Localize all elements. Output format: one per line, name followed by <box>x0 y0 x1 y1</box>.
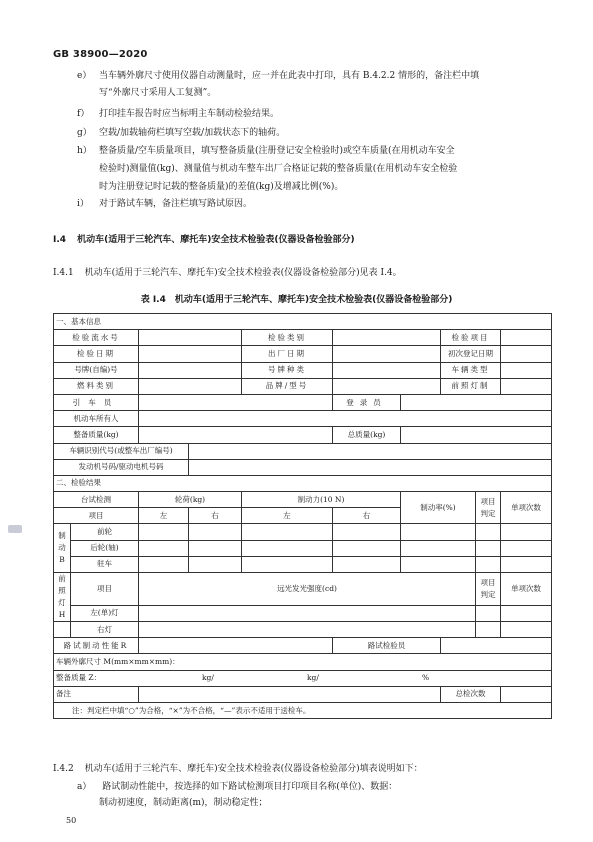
cell-rear-force-right <box>333 540 401 556</box>
value-remark <box>139 686 441 702</box>
value-inspection-type <box>333 330 441 346</box>
cell-park-load-left <box>139 556 189 572</box>
value-plate-no <box>139 362 242 378</box>
label-load-right: 右 <box>189 508 242 524</box>
label-load-left: 左 <box>139 508 189 524</box>
cell-left-light-judge <box>476 605 501 621</box>
note-g-line-1: 空载/加载轴荷栏填写空载/加载状态下的轴荷。 <box>99 128 286 138</box>
cell-front-load-left <box>139 524 189 540</box>
label-axle-load: 轮荷(kg) <box>139 492 242 508</box>
label-first-reg-date: 初次登记日期 <box>441 346 501 362</box>
note-g-mark: g） <box>77 128 92 138</box>
note-e-line-2: 写“外廓尺寸采用人工复测”。 <box>99 88 217 98</box>
value-owner <box>139 411 552 427</box>
label-force-left: 左 <box>242 508 333 524</box>
value-fuel-type <box>139 378 242 394</box>
cell-front-load-right <box>189 524 242 540</box>
table-note-text: 判定栏中填“○”为合格，“×”为不合格，“—”表示不适用于送检车。 <box>87 705 311 715</box>
label-rear-wheel: 后轮(轴) <box>71 540 139 556</box>
value-headlight-system <box>501 378 552 394</box>
cell-rear-count <box>501 540 552 556</box>
inspection-table <box>53 313 552 719</box>
label-light-count: 单项次数 <box>501 573 552 606</box>
label-factory-date: 出厂日期 <box>242 346 333 362</box>
label-remark: 备注 <box>54 686 139 702</box>
table-note-prefix: 注： <box>72 705 87 715</box>
value-road-inspector <box>441 638 552 654</box>
section-title: 机动车(适用于三轮汽车、摩托车)安全技术检验表(仪器设备检验部分) <box>77 235 355 245</box>
note-i <box>77 196 557 212</box>
table-note <box>54 702 552 718</box>
cell-rear-force-left <box>242 540 333 556</box>
note-e-line-1: 当车辆外廓尺寸使用仪器自动测量时，应一并在此表中打印，具有 B.4.2.2 情形的，备注栏中填 <box>99 71 480 81</box>
label-high-beam: 远光发光强度(cd) <box>139 573 476 606</box>
cell-rear-load-left <box>139 540 189 556</box>
cell-right-light-judge <box>476 622 501 638</box>
label-item-judge: 项目判定 <box>476 492 501 524</box>
cell-park-load-right <box>189 556 242 572</box>
note-h-mark: h） <box>77 146 92 156</box>
note-h-line-3: 时为注册登记时记载的整备质量)的差值(kg)及增减比例(%)。 <box>99 182 344 192</box>
label-left-light: 左(单)灯 <box>71 605 139 621</box>
cell-front-force-right <box>333 524 401 540</box>
label-light-judge: 项目判定 <box>476 573 501 606</box>
value-factory-date <box>333 346 441 362</box>
value-total-mass <box>401 427 552 443</box>
label-fuel-type: 燃料类别 <box>54 378 139 394</box>
value-first-reg-date <box>501 346 552 362</box>
note-h-line-2: 检验时)测量值(kg)、测量值与机动车整车出厂合格证记载的整备质量(在用机动车安全检验 <box>99 164 458 174</box>
value-inspection-item <box>501 330 552 346</box>
label-inspection-type: 检验类别 <box>242 330 333 346</box>
note-e <box>77 68 557 100</box>
value-driver <box>139 394 333 410</box>
cell-front-count <box>501 524 552 540</box>
label-plate-type: 号牌种类 <box>242 362 333 378</box>
label-vin: 车辆识别代号(或整车出厂编号) <box>54 443 189 459</box>
label-brake-force: 制动力(10 N) <box>242 492 401 508</box>
note-g <box>77 125 557 141</box>
label-total-mass: 总质量(kg) <box>333 427 401 443</box>
cell-rear-rate <box>401 540 476 556</box>
label-curb-weight: 整备质量(kg) <box>54 427 139 443</box>
sub-a-line-2: 制动初速度，制动距离(m)，制动稳定性； <box>99 798 268 808</box>
value-recorder <box>401 394 552 410</box>
cell-park-rate <box>401 556 476 572</box>
label-retest-count: 单项次数 <box>501 492 552 524</box>
value-serial-no <box>139 330 242 346</box>
label-total-count: 总检次数 <box>441 686 501 702</box>
value-brand-model <box>333 378 441 394</box>
para-i42 <box>53 761 423 774</box>
para-i41-number: I.4.1 <box>53 268 74 278</box>
label-dimensions: 车辆外廓尺寸 M(mm×mm×mm)： <box>54 654 552 670</box>
label-owner: 机动车所有人 <box>54 411 139 427</box>
label-brake-group: 制动B <box>54 524 71 573</box>
cell-right-light-count <box>501 622 552 638</box>
unit-percent: % <box>422 673 430 683</box>
label-parking: 驻车 <box>71 556 139 572</box>
note-f-line-1: 打印挂车报告时应当标明主车制动检验结果。 <box>99 109 280 119</box>
standard-code-header: GB 38900—2020 <box>53 49 148 60</box>
note-h-line-1: 整备质量/空车质量项目，填写整备质量(注册登记安全检验时)或空车质量(在用机动车安全 <box>99 146 455 156</box>
label-curb-weight-z: 整备质量 Z： <box>56 673 102 683</box>
cell-front-force-left <box>242 524 333 540</box>
value-plate-type <box>333 362 441 378</box>
value-inspection-date <box>139 346 242 362</box>
cell-left-light-value <box>139 605 476 621</box>
note-f <box>77 106 557 122</box>
label-headlight-group: 前照灯H <box>54 573 71 622</box>
label-headlight-system: 前照灯制 <box>441 378 501 394</box>
results-heading: 二、检验结果 <box>54 475 552 491</box>
label-driver: 引车员 <box>54 394 139 410</box>
label-item: 项目 <box>54 508 139 524</box>
row-curb-weight-z <box>54 670 552 686</box>
label-inspection-date: 检验日期 <box>54 346 139 362</box>
para-i42-text: 机动车(适用于三轮汽车、摩托车)安全技术检验表(仪器设备检验部分)填表说明如下： <box>84 764 423 774</box>
value-road-brake <box>139 638 333 654</box>
unit-kg-1: kg/ <box>202 673 214 683</box>
value-vehicle-type <box>501 362 552 378</box>
side-tab-marker <box>8 525 22 533</box>
sub-a <box>77 779 397 792</box>
note-i-mark: i） <box>77 199 89 209</box>
value-total-count <box>501 686 552 702</box>
para-i41-text: 机动车(适用于三轮汽车、摩托车)安全技术检验表(仪器设备检验部分)见表 I.4。 <box>84 268 402 278</box>
label-front-wheel: 前轮 <box>71 524 139 540</box>
label-light-item: 项目 <box>71 573 139 606</box>
value-engine-no <box>189 459 552 475</box>
sub-a-mark: a） <box>77 782 92 792</box>
label-vehicle-type: 车辆类型 <box>441 362 501 378</box>
label-inspection-item: 检验项目 <box>441 330 501 346</box>
note-e-mark: e） <box>77 71 92 81</box>
unit-kg-2: kg/ <box>307 673 319 683</box>
cell-rear-load-right <box>189 540 242 556</box>
section-number: I.4 <box>53 235 67 245</box>
note-h <box>77 143 557 193</box>
cell-rear-judge <box>476 540 501 556</box>
label-bench-test: 台试检测 <box>54 492 139 508</box>
table-caption: 表 I.4 机动车(适用于三轮汽车、摩托车)安全技术检验表(仪器设备检验部分) <box>140 295 453 305</box>
label-road-inspector: 路试检验员 <box>333 638 441 654</box>
label-right-light: 右灯 <box>71 622 139 638</box>
cell-park-judge <box>476 556 501 572</box>
label-recorder: 登录员 <box>333 394 401 410</box>
cell-right-light-value <box>139 622 476 638</box>
label-plate-no: 号牌(自编)号 <box>54 362 139 378</box>
cell-park-force-right <box>333 556 401 572</box>
cell-front-judge <box>476 524 501 540</box>
label-brand-model: 品牌/型号 <box>242 378 333 394</box>
cell-park-force-left <box>242 556 333 572</box>
cell-blank <box>54 622 71 638</box>
note-f-mark: f） <box>77 109 90 119</box>
value-curb-weight <box>139 427 333 443</box>
label-brake-rate: 制动率(%) <box>401 492 476 524</box>
value-vin <box>189 443 552 459</box>
note-i-line-1: 对于路试车辆，备注栏填写路试原因。 <box>99 199 253 209</box>
page-number: 50 <box>66 816 77 825</box>
basic-info-heading: 一、基本信息 <box>54 314 552 330</box>
label-serial-no: 检验流水号 <box>54 330 139 346</box>
para-i41 <box>53 265 402 278</box>
cell-front-rate <box>401 524 476 540</box>
label-road-brake: 路试制动性能R <box>54 638 139 654</box>
section-heading <box>53 232 355 245</box>
cell-left-light-count <box>501 605 552 621</box>
para-i42-number: I.4.2 <box>53 764 74 774</box>
sub-a-line-1: 路试制动性能中，按选择的如下路试检测项目打印项目名称(单位)、数据： <box>102 782 398 792</box>
label-engine-no: 发动机号码/驱动电机号码 <box>54 459 189 475</box>
cell-park-count <box>501 556 552 572</box>
label-force-right: 右 <box>333 508 401 524</box>
